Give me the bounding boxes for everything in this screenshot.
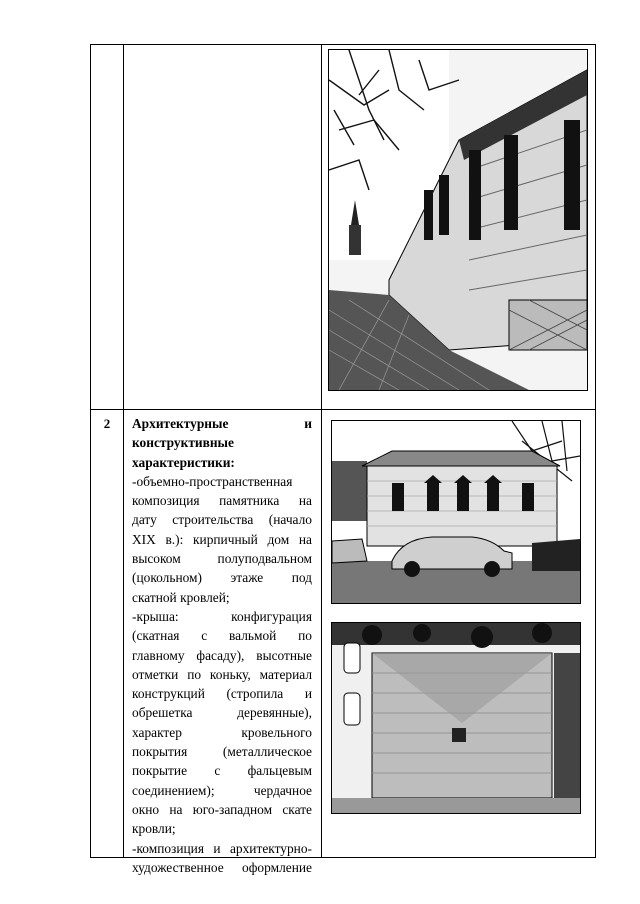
monument-table — [90, 44, 596, 875]
column-divider — [123, 45, 124, 409]
text-line: покрытия (металлическое — [132, 744, 312, 760]
main-facade-photo — [331, 420, 581, 604]
table-row — [90, 44, 596, 410]
column-divider — [123, 410, 124, 857]
text-line: главному фасаду), высотные — [132, 647, 312, 663]
column-divider — [321, 45, 322, 409]
heading-line: конструктивные — [132, 435, 234, 451]
text-line: покрытие с фальцевым — [132, 763, 312, 779]
heading-line: Архитектурные и — [132, 416, 312, 431]
characteristics-text — [132, 414, 312, 877]
text-line: дату строительства (начало — [132, 512, 312, 528]
street-facade-photo — [328, 49, 588, 391]
text-line: -композиция и архитектурно- — [132, 840, 312, 856]
table-row — [90, 409, 596, 875]
text-line: конструкций (стропила и — [132, 686, 312, 702]
text-line: (цокольном) этаже под — [132, 570, 312, 586]
roof-aerial-photo — [331, 622, 581, 814]
text-line: высоком полуподвальном — [132, 551, 312, 567]
text-line: окно на юго-западном скате — [132, 801, 312, 817]
text-line: -крыша: конфигурация — [132, 608, 312, 624]
text-line: скатной кровлей; — [132, 589, 230, 605]
text-line: -объемно-пространственная — [132, 473, 293, 489]
text-line: XIX в.): кирпичный дом на — [132, 531, 312, 547]
text-line: характер кровельного — [132, 724, 312, 740]
row-number: 2 — [103, 416, 111, 431]
text-line: отметки по коньку, материал — [132, 666, 312, 682]
text-line: обрешетка деревянные), — [132, 705, 312, 721]
text-line: (скатная с вальмой по — [132, 628, 312, 644]
column-divider — [321, 410, 322, 857]
text-line: соединением); чердачное — [132, 782, 312, 798]
heading-line: характеристики: — [132, 454, 235, 470]
text-line: художественное оформление — [132, 859, 312, 875]
text-line: кровли; — [132, 821, 176, 837]
text-line: композиция памятника на — [132, 493, 312, 509]
